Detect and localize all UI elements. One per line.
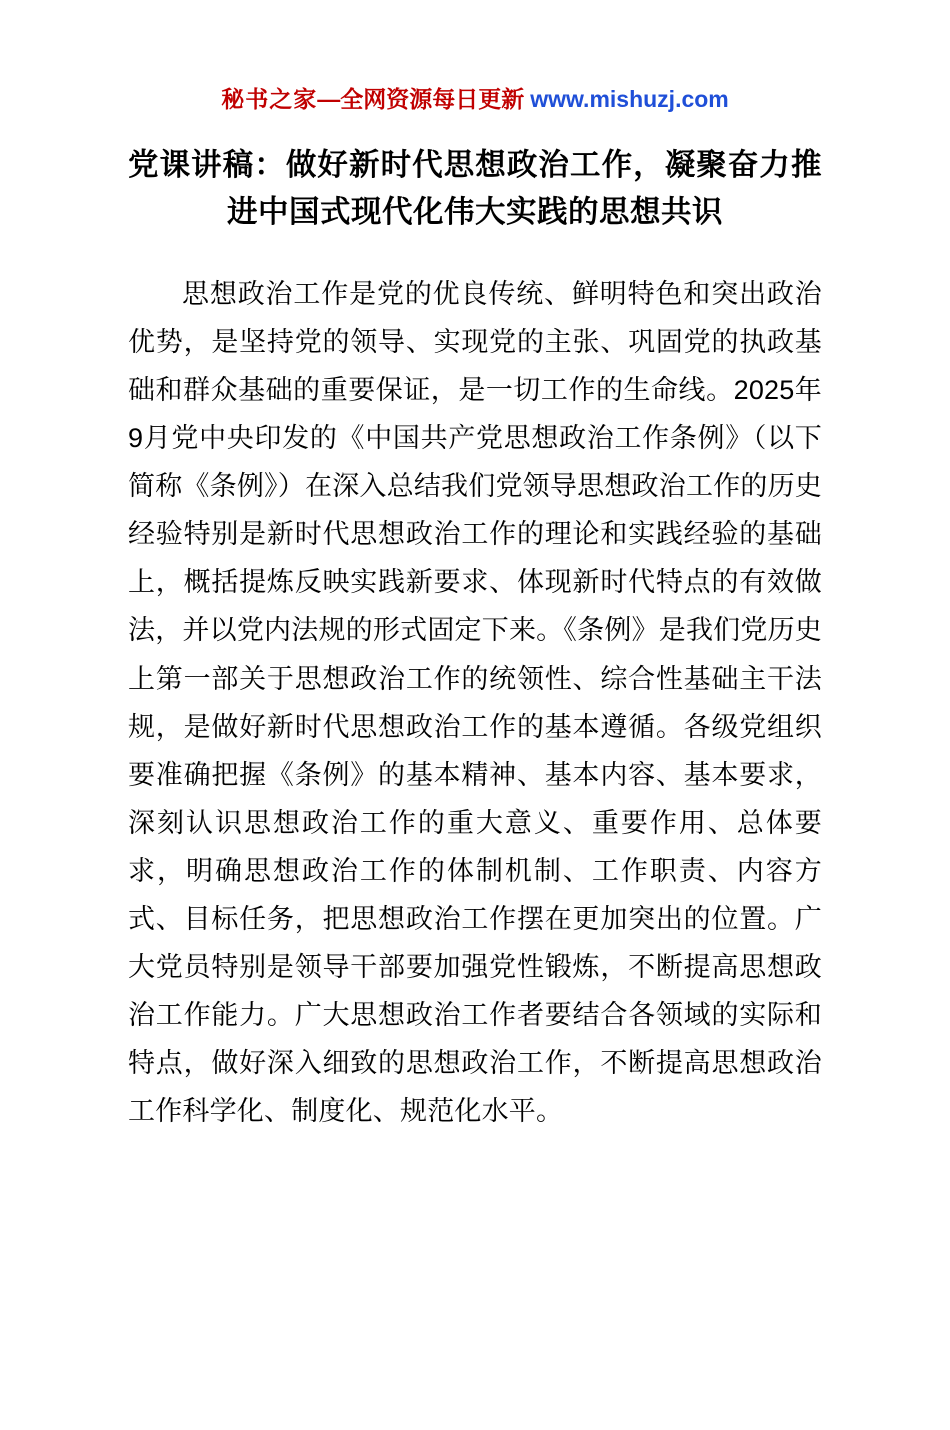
page-title: 党课讲稿：做好新时代思想政治工作，凝聚奋力推进中国式现代化伟大实践的思想共识 [128, 147, 822, 229]
document-body [128, 270, 822, 1135]
body-paragraph: 思想政治工作是党的优良传统、鲜明特色和突出政治优势，是坚持党的领导、实现党的主张、巩固党的执政基础和群众基础的重要保证，是一切工作的生命线。2025年9月党中央印发的《中国共产党思想政治工作条例》（以下简称《条例》）在深入总结我们党领导思想政治工作的历史经验特别是新时代思想政治工作的理论和实践经验的基础上，概括提炼反映实践新要求、体现新时代特点的有效做法，并以党内法规的形式固定下来。《条例》是我们党历史上第一部关于思想政治工作的统领性、综合性基础主干法规，是做好新时代思想政治工作的基本遵循。各级党组织要准确把握《条例》的基本精神、基本内容、基本要求，深刻认识思想政治工作的重大意义、重要作用、总体要求，明确思想政治工作的体制机制、工作职责、内容方式、目标任务，把思想政治工作摆在更加突出的位置。广大党员特别是领导干部要加强党性锻炼，不断提高思想政治工作能力。广大思想政治工作者要结合各领域的实际和特点，做好深入细致的思想政治工作，不断提高思想政治工作科学化、制度化、规范化水平。 [128, 279, 822, 1126]
site-tagline: —全网资源每日更新 [317, 86, 525, 112]
site-watermark-banner [128, 86, 822, 114]
document-page [0, 86, 950, 1430]
site-url-link[interactable]: www.mishuzj.com [530, 86, 729, 112]
site-brand-name: 秘书之家 [221, 86, 318, 112]
